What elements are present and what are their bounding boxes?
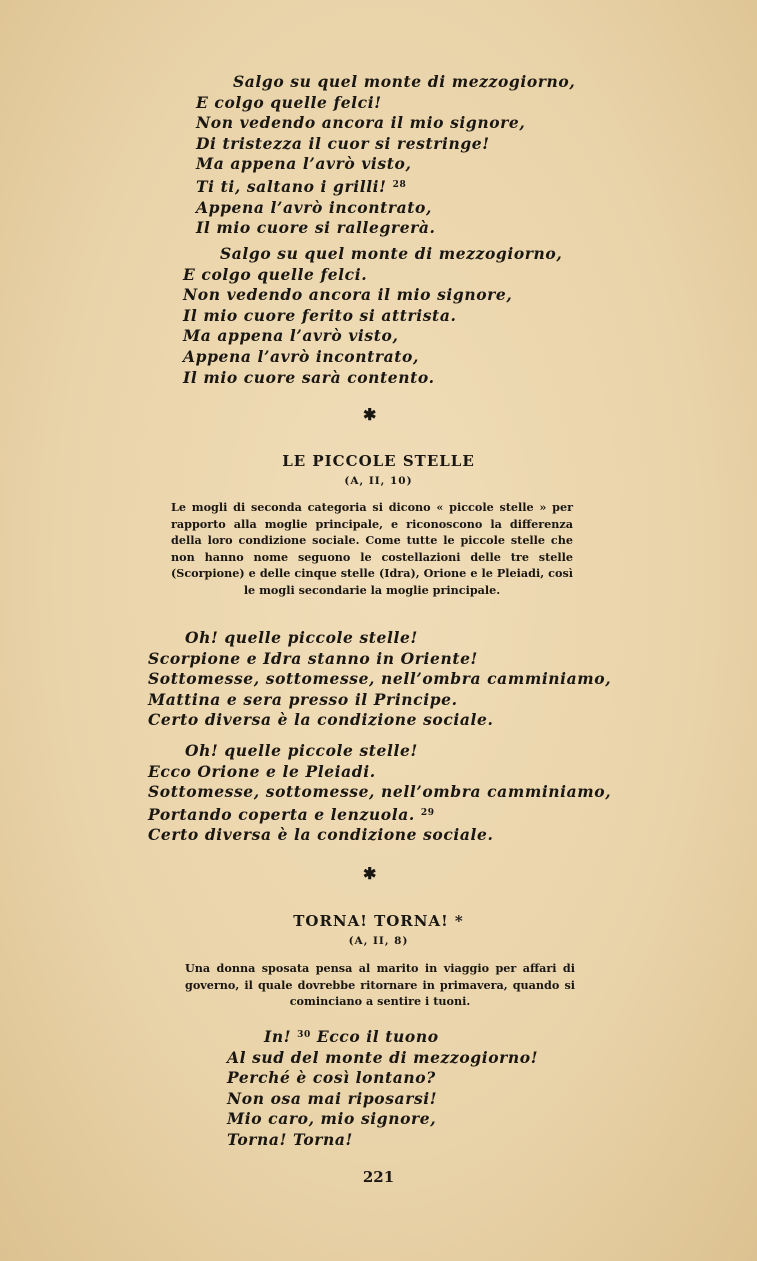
verse-line: Non vedendo ancora il mio signore,: [196, 113, 526, 133]
verse-text: In!: [264, 1027, 292, 1046]
verse-line: Oh! quelle piccole stelle!: [185, 741, 418, 760]
verse-line: E colgo quelle felci!: [196, 92, 382, 112]
section-reference: (A, II, 8): [348, 935, 409, 947]
verse-text: Ti ti, saltano i grilli!: [196, 176, 387, 196]
verse-line: Ma appena l’avrò visto,: [183, 326, 399, 346]
verse-line: Non vedendo ancora il mio signore,: [183, 285, 513, 305]
verse-text: Portando coperta e lenzuola.: [148, 804, 415, 824]
section-intro-note: Le mogli di seconda categoria si dicono « piccole stelle » per rapporto alla moglie principale, e riconoscono la differenza della loro condizione sociale. Come tutte le piccole stelle che non hanno nome seguono le costellazioni delle tre stelle (Scorpione) e delle cinque stelle (Idra), Orione e le Pleiadi, così le mogli secondarie la moglie principale.: [171, 500, 573, 597]
verse-line: Il mio cuore si rallegrerà.: [196, 218, 436, 238]
separator-star-icon: ✱: [363, 864, 377, 883]
verse-line: Scorpione e Idra stanno in Oriente!: [148, 648, 478, 668]
section-intro-note: Una donna sposata pensa al marito in viaggio per affari di governo, il quale dovrebbe ritornare in primavera, quando si cominciano a sentire i tuoni.: [185, 961, 575, 1009]
page-number: 221: [362, 1168, 395, 1186]
verse-text: Ecco il tuono: [316, 1027, 439, 1046]
footnote-ref: 30: [297, 1030, 311, 1040]
verse-line: Appena l’avrò incontrato,: [183, 346, 419, 366]
separator-star-icon: ✱: [363, 405, 377, 424]
poem1-stanza2: [183, 244, 562, 388]
verse-line: Il mio cuore ferito si attrista.: [183, 305, 457, 325]
poem1-stanza1: [196, 72, 575, 239]
poem3: [227, 1025, 538, 1151]
verse-line: Torna! Torna!: [227, 1129, 353, 1149]
verse-line: [148, 803, 611, 826]
verse-line: Il mio cuore sarà contento.: [183, 367, 435, 387]
section-title: TORNA! TORNA! *: [293, 912, 464, 930]
footnote-ref: 29: [420, 807, 435, 818]
poem2-stanza1: [148, 628, 611, 731]
footnote-ref: 28: [392, 179, 407, 190]
section-reference: (A, II, 10): [344, 475, 413, 487]
verse-line: Oh! quelle piccole stelle!: [185, 628, 418, 647]
verse-line: [227, 1025, 538, 1048]
verse-line: Salgo su quel monte di mezzogiorno,: [233, 72, 576, 91]
verse-line: Sottomesse, sottomesse, nell’ombra camminiamo,: [148, 669, 612, 689]
verse-line: Al sud del monte di mezzogiorno!: [227, 1047, 539, 1067]
poem2-stanza2: [148, 741, 611, 846]
verse-line: E colgo quelle felci.: [183, 264, 368, 284]
verse-line: Non osa mai riposarsi!: [227, 1088, 438, 1108]
verse-line: Sottomesse, sottomesse, nell’ombra camminiamo,: [148, 782, 612, 802]
verse-line: Ma appena l’avrò visto,: [196, 154, 412, 174]
verse-line: Perché è così lontano?: [227, 1068, 436, 1088]
verse-line: Mattina e sera presso il Principe.: [148, 689, 458, 709]
verse-line: Mio caro, mio signore,: [227, 1109, 437, 1129]
verse-line: [196, 175, 575, 198]
verse-line: Certo diversa è la condizione sociale.: [148, 825, 494, 845]
verse-line: Salgo su quel monte di mezzogiorno,: [220, 244, 563, 263]
verse-line: Appena l’avrò incontrato,: [196, 197, 432, 217]
verse-line: Di tristezza il cuor si restringe!: [196, 133, 490, 153]
section-title: LE PICCOLE STELLE: [282, 452, 475, 470]
verse-line: Ecco Orione e le Pleiadi.: [148, 761, 376, 781]
verse-line: Certo diversa è la condizione sociale.: [148, 710, 494, 730]
